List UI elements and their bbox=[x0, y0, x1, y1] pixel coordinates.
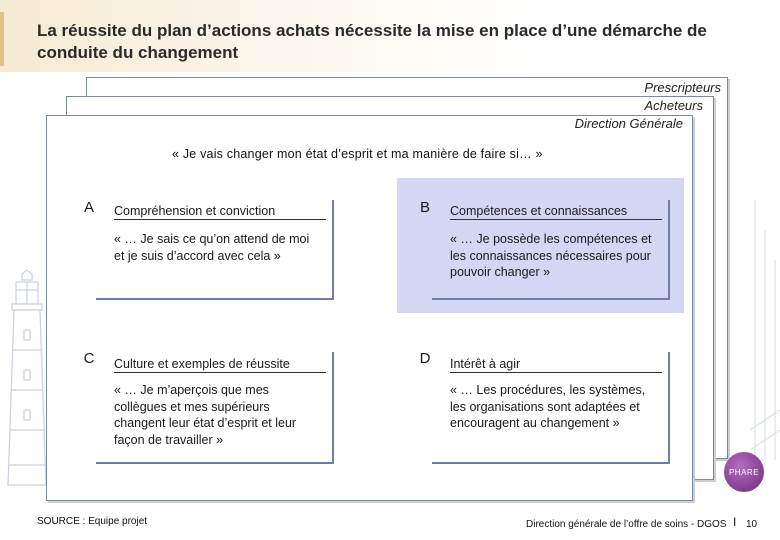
phare-logo bbox=[724, 452, 764, 492]
quadrant-c-box bbox=[96, 352, 334, 464]
quadrant-a-letter: A bbox=[83, 198, 94, 216]
quadrant-a-heading: Compréhension et conviction bbox=[114, 204, 326, 220]
quadrant-d-body: « … Les procédures, les systèmes, les organisations sont adaptées et encouragent au changement » bbox=[450, 383, 646, 430]
central-quote: « Je vais changer mon état d’esprit et ma manière de faire si… » bbox=[172, 147, 543, 161]
sheet-label-direction-generale: Direction Générale bbox=[574, 116, 683, 131]
quadrant-b-body: « … Je possède les compétences et les connaissances nécessaires pour pouvoir changer » bbox=[450, 232, 652, 279]
quadrant-b-letter: B bbox=[419, 198, 430, 216]
quadrant-c-heading: Culture et exemples de réussite bbox=[114, 357, 326, 373]
quadrant-a-body: « … Je sais ce qu’on attend de moi et je suis d’accord avec cela » bbox=[114, 232, 310, 263]
sheet-label-prescripteurs: Prescripteurs bbox=[644, 80, 721, 95]
decorative-lines bbox=[750, 200, 780, 460]
quadrant-c-body: « … Je m’aperçois que mes collègues et mes supérieurs changent leur état d’esprit et leur façon de travailler » bbox=[114, 383, 297, 447]
quadrant-a-box bbox=[96, 200, 334, 300]
page-number: 10 bbox=[746, 519, 758, 530]
quadrant-c-letter: C bbox=[83, 349, 95, 367]
title-accent-bar bbox=[0, 12, 4, 66]
footer-source: SOURCE : Equipe projet bbox=[37, 516, 148, 527]
quadrant-d-box bbox=[432, 352, 670, 464]
phare-logo-text: PHARE bbox=[728, 467, 760, 477]
quadrant-b-heading: Compétences et connaissances bbox=[450, 204, 662, 220]
quadrant-b-box bbox=[432, 200, 670, 300]
page-title: La réussite du plan d’actions achats nécessite la mise en place d’une démarche de conduite du changement bbox=[37, 21, 707, 62]
footer-organization: Direction générale de l’offre de soins - DGOS bbox=[526, 519, 727, 530]
sheet-label-acheteurs: Acheteurs bbox=[644, 98, 703, 113]
footer-separator: I bbox=[733, 515, 737, 529]
quadrant-d-letter: D bbox=[419, 349, 431, 367]
quadrant-d-heading: Intérêt à agir bbox=[450, 357, 662, 373]
